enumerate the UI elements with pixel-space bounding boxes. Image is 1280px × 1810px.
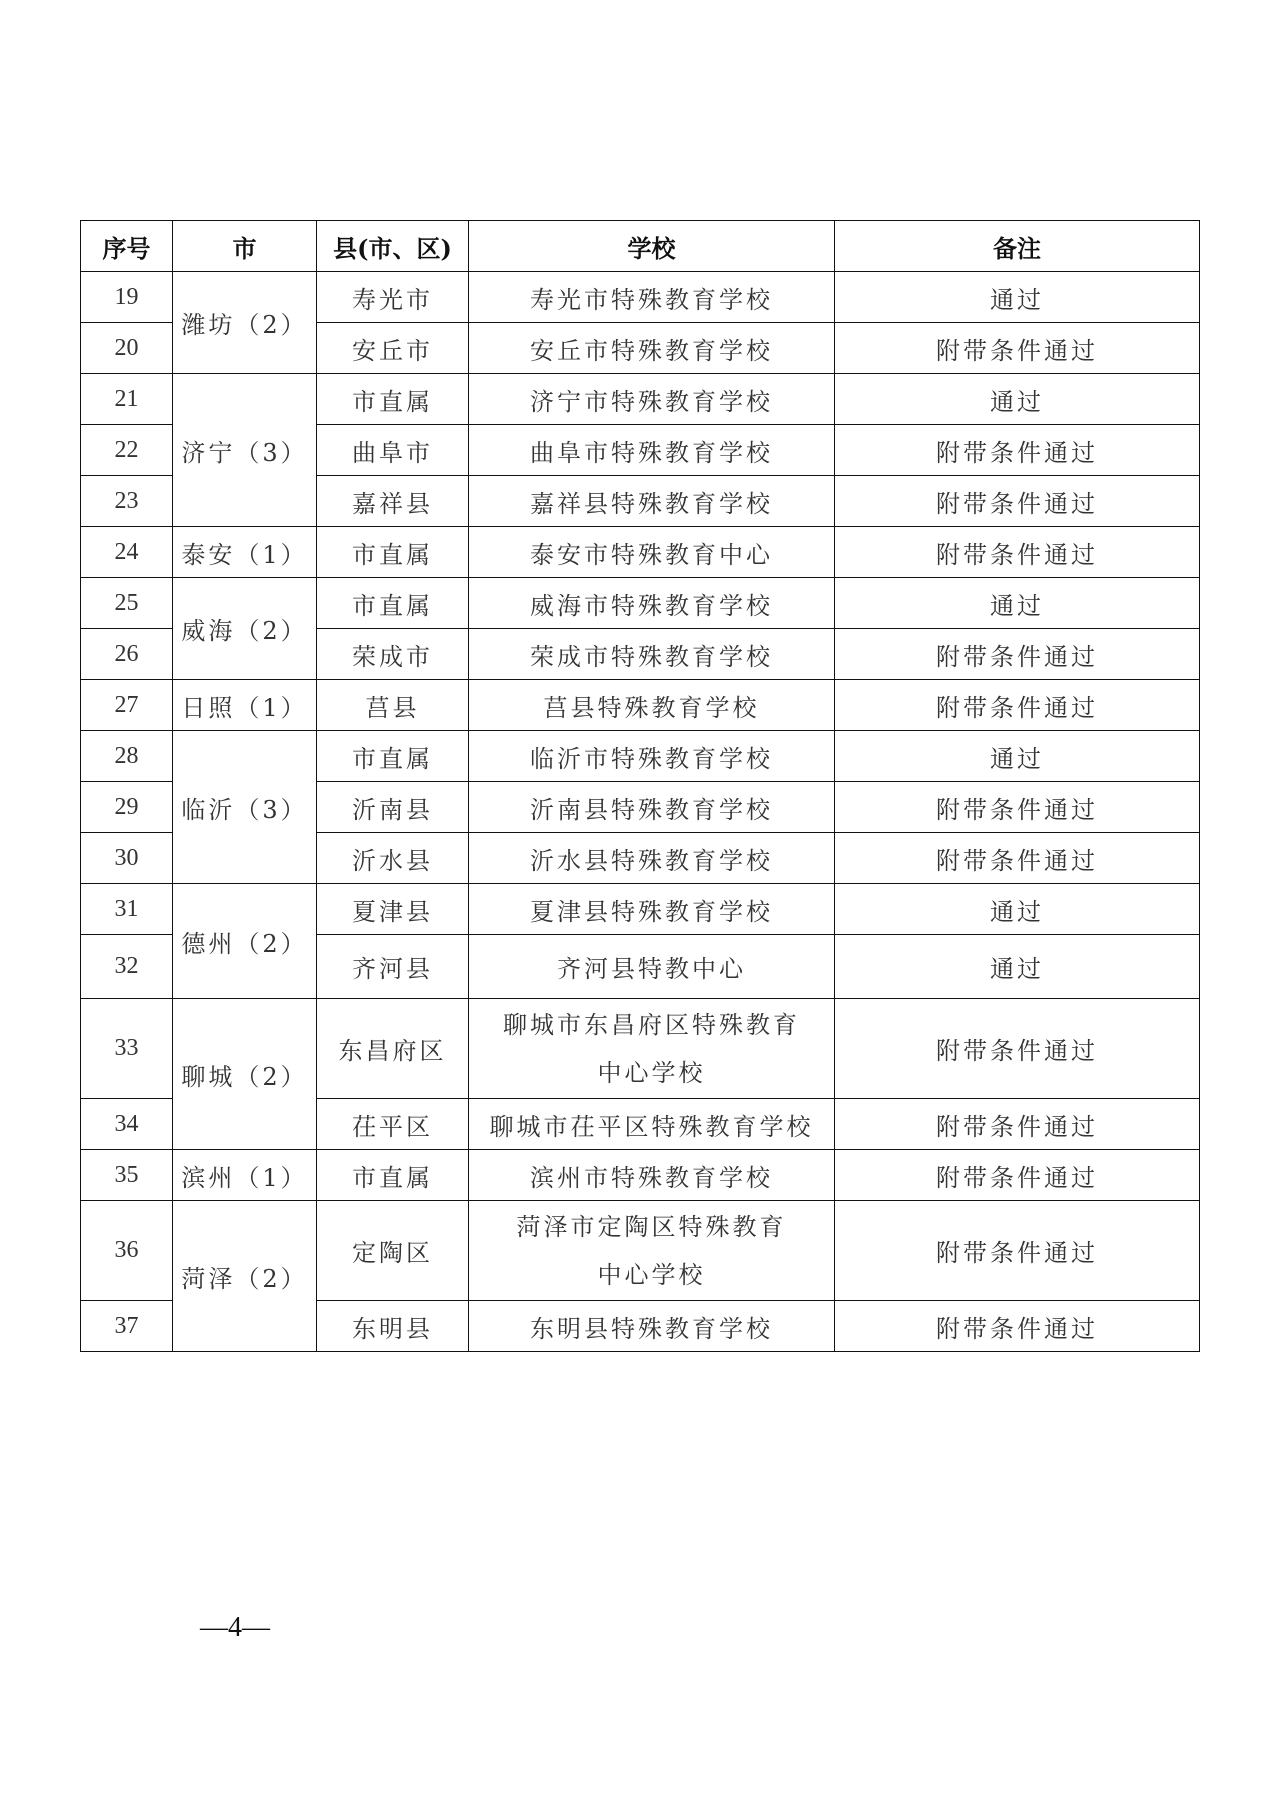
county-cell: 安丘市: [317, 323, 469, 374]
table-row: [81, 731, 1200, 782]
note-cell: 通过: [835, 272, 1200, 323]
city-cell: 日照（1）: [173, 680, 317, 731]
row-number: 27: [81, 680, 173, 731]
row-number: 21: [81, 374, 173, 425]
county-cell: 沂南县: [317, 782, 469, 833]
table-row: [81, 999, 1200, 1099]
row-number: 32: [81, 935, 173, 999]
school-cell: 荣成市特殊教育学校: [469, 629, 835, 680]
header-county: 县(市、区): [317, 221, 469, 272]
city-cell: 聊城（2）: [173, 999, 317, 1150]
county-cell: 莒县: [317, 680, 469, 731]
row-number: 20: [81, 323, 173, 374]
note-cell: 附带条件通过: [835, 1301, 1200, 1352]
row-number: 34: [81, 1099, 173, 1150]
row-number: 28: [81, 731, 173, 782]
header-school: 学校: [469, 221, 835, 272]
note-cell: 附带条件通过: [835, 323, 1200, 374]
table-row: [81, 680, 1200, 731]
table-row: [81, 1201, 1200, 1301]
city-cell: 菏泽（2）: [173, 1201, 317, 1352]
note-cell: 附带条件通过: [835, 833, 1200, 884]
note-cell: 附带条件通过: [835, 527, 1200, 578]
city-cell: 济宁（3）: [173, 374, 317, 527]
city-cell: 泰安（1）: [173, 527, 317, 578]
school-cell: 东明县特殊教育学校: [469, 1301, 835, 1352]
school-cell: 齐河县特教中心: [469, 935, 835, 999]
city-cell: 滨州（1）: [173, 1150, 317, 1201]
row-number: 26: [81, 629, 173, 680]
county-cell: 市直属: [317, 1150, 469, 1201]
row-number: 29: [81, 782, 173, 833]
note-cell: 通过: [835, 374, 1200, 425]
school-cell: 滨州市特殊教育学校: [469, 1150, 835, 1201]
county-cell: 嘉祥县: [317, 476, 469, 527]
school-line: 中心学校: [597, 1260, 706, 1289]
county-cell: 定陶区: [317, 1201, 469, 1301]
school-cell: 曲阜市特殊教育学校: [469, 425, 835, 476]
city-cell: 德州（2）: [173, 884, 317, 999]
note-cell: 附带条件通过: [835, 999, 1200, 1099]
row-number: 36: [81, 1201, 173, 1301]
city-cell: 潍坊（2）: [173, 272, 317, 374]
row-number: 25: [81, 578, 173, 629]
school-cell: 嘉祥县特殊教育学校: [469, 476, 835, 527]
county-cell: 寿光市: [317, 272, 469, 323]
header-no: 序号: [81, 221, 173, 272]
note-cell: 附带条件通过: [835, 1150, 1200, 1201]
note-cell: 通过: [835, 935, 1200, 999]
row-number: 19: [81, 272, 173, 323]
school-cell: 寿光市特殊教育学校: [469, 272, 835, 323]
note-cell: 附带条件通过: [835, 1201, 1200, 1301]
note-cell: 附带条件通过: [835, 1099, 1200, 1150]
county-cell: 荣成市: [317, 629, 469, 680]
county-cell: 茌平区: [317, 1099, 469, 1150]
school-table: [80, 220, 1200, 1352]
school-cell: 泰安市特殊教育中心: [469, 527, 835, 578]
note-cell: 附带条件通过: [835, 680, 1200, 731]
county-cell: 曲阜市: [317, 425, 469, 476]
school-line: 菏泽市定陶区特殊教育: [516, 1212, 787, 1241]
county-cell: 夏津县: [317, 884, 469, 935]
note-cell: 通过: [835, 578, 1200, 629]
school-cell: 安丘市特殊教育学校: [469, 323, 835, 374]
county-cell: 东昌府区: [317, 999, 469, 1099]
table-row: [81, 1150, 1200, 1201]
row-number: 33: [81, 999, 173, 1099]
school-cell: 威海市特殊教育学校: [469, 578, 835, 629]
note-cell: 通过: [835, 884, 1200, 935]
row-number: 35: [81, 1150, 173, 1201]
row-number: 23: [81, 476, 173, 527]
row-number: 24: [81, 527, 173, 578]
table-row: [81, 578, 1200, 629]
school-cell: 济宁市特殊教育学校: [469, 374, 835, 425]
row-number: 22: [81, 425, 173, 476]
note-cell: 附带条件通过: [835, 629, 1200, 680]
county-cell: 市直属: [317, 731, 469, 782]
table-row: [81, 527, 1200, 578]
table-header: [81, 221, 1200, 272]
page-number: —4—: [200, 1612, 270, 1643]
county-cell: 市直属: [317, 527, 469, 578]
school-line: 聊城市东昌府区特殊教育: [503, 1010, 800, 1039]
school-cell: [469, 1201, 835, 1301]
header-city: 市: [173, 221, 317, 272]
county-cell: 沂水县: [317, 833, 469, 884]
county-cell: 齐河县: [317, 935, 469, 999]
city-cell: 临沂（3）: [173, 731, 317, 884]
school-cell: 沂南县特殊教育学校: [469, 782, 835, 833]
note-cell: 附带条件通过: [835, 476, 1200, 527]
school-cell: 夏津县特殊教育学校: [469, 884, 835, 935]
school-line: 中心学校: [597, 1058, 706, 1087]
row-number: 30: [81, 833, 173, 884]
table-row: [81, 374, 1200, 425]
county-cell: 市直属: [317, 578, 469, 629]
county-cell: 市直属: [317, 374, 469, 425]
note-cell: 附带条件通过: [835, 782, 1200, 833]
table-row: [81, 272, 1200, 323]
school-cell: 莒县特殊教育学校: [469, 680, 835, 731]
school-cell: 聊城市茌平区特殊教育学校: [469, 1099, 835, 1150]
school-cell: 临沂市特殊教育学校: [469, 731, 835, 782]
header-note: 备注: [835, 221, 1200, 272]
county-cell: 东明县: [317, 1301, 469, 1352]
row-number: 31: [81, 884, 173, 935]
row-number: 37: [81, 1301, 173, 1352]
note-cell: 附带条件通过: [835, 425, 1200, 476]
note-cell: 通过: [835, 731, 1200, 782]
table-row: [81, 884, 1200, 935]
city-cell: 威海（2）: [173, 578, 317, 680]
school-cell: [469, 999, 835, 1099]
school-cell: 沂水县特殊教育学校: [469, 833, 835, 884]
